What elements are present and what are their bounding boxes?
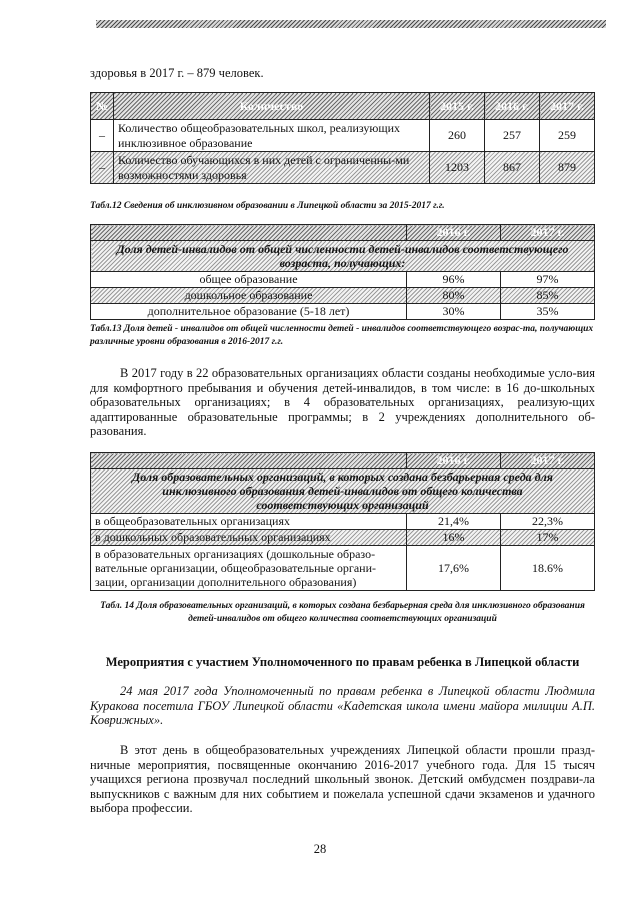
row-num: –: [91, 152, 114, 184]
lead-text: здоровья в 2017 г. – 879 человек.: [90, 66, 264, 80]
table-row: [91, 304, 595, 320]
value-2015: 1203: [430, 152, 485, 184]
row-label: общее образование: [91, 272, 407, 288]
table-row: [91, 120, 595, 152]
value-2015: 260: [430, 120, 485, 152]
table-row: [91, 514, 595, 530]
col-quantity: Количество: [114, 93, 430, 120]
value-2017: 97%: [501, 272, 595, 288]
paragraph-1: В 2017 году в 22 образовательных организациях области созданы необходимые усло-вия для комфортного пребывания и обучения детей-инвалидов, в том числе: в 16 до-школьных образовательных организациях; в 4 образовательных организациях, реализую-щих адаптированные образовательные программы; в 2 учреждениях дополнительного об-разования.: [90, 366, 595, 438]
table-row: [91, 288, 595, 304]
col-2015: 2015 г.: [430, 93, 485, 120]
year-2016: 2016 г.: [407, 453, 501, 469]
value-2016: 30%: [407, 304, 501, 320]
table-13-caption: Табл.13 Доля детей - инвалидов от общей численности детей - инвалидов соответствующего возрас-та, получающих различные уровни образования в 2016-2017 г.г.: [90, 324, 594, 347]
table-14-year-header: [91, 453, 595, 469]
table-14-caption: Табл. 14 Доля образовательных организаций, в которых создана безбарьерная среда для инклюзивного образования детей-инвалидов от общего количества соответствующих организаций: [100, 601, 585, 624]
table-row: [91, 530, 595, 546]
row-label: Количество общеобразовательных школ, реализующих инклюзивное образование: [114, 120, 430, 152]
table-row: [91, 272, 595, 288]
paragraph-3: В этот день в общеобразовательных учреждениях Липецкой области прошли празд-ничные мероприятия, посвященные окончанию 2016-2017 учебного года. Для 15 тысяч учащихся региона прозвучал последний школьный звонок. Детский омбудсмен поздрави-ла выпускников с важным для них событием и пожелала успешной сдачи экзаменов и удачного выбора профессии.: [90, 743, 595, 815]
value-2017: 879: [540, 152, 595, 184]
value-2017: 259: [540, 120, 595, 152]
row-label: дополнительное образование (5-18 лет): [91, 304, 407, 320]
value-2017: 35%: [501, 304, 595, 320]
table-row: [91, 152, 595, 184]
table-row: [91, 546, 595, 591]
value-2017: 85%: [501, 288, 595, 304]
table-13-year-header: [91, 225, 595, 241]
paragraph-2: 24 мая 2017 года Уполномоченный по правам ребенка в Липецкой области Людмила Куракова посетила ГБОУ Липецкой области «Кадетская школа имени майора милиции А.П. Коврижных».: [90, 684, 595, 727]
value-2016: 17,6%: [407, 546, 501, 591]
row-label: в дошкольных образовательных организациях: [91, 530, 407, 546]
table-13-title: Доля детей-инвалидов от общей численности детей-инвалидов соответствующего возраста, получающих:: [91, 241, 595, 272]
section-heading: Мероприятия с участием Уполномоченного по правам ребенка в Липецкой области: [105, 655, 580, 669]
value-2017: 22,3%: [501, 514, 595, 530]
table-12-caption: Табл.12 Сведения об инклюзивном образовании в Липецкой области за 2015-2017 г.г.: [90, 201, 445, 211]
page-number: 28: [313, 842, 327, 856]
row-num: –: [91, 120, 114, 152]
col-num: №: [91, 93, 114, 120]
year-2017: 2017 г.: [501, 453, 595, 469]
table-12: [90, 92, 595, 184]
value-2016: 80%: [407, 288, 501, 304]
value-2016: 16%: [407, 530, 501, 546]
value-2016: 867: [485, 152, 540, 184]
row-label: в образовательных организациях (дошкольные образо-вательные организации, общеобразовательные органи-зации, организации дополнительного образования): [91, 546, 407, 591]
value-2016: 96%: [407, 272, 501, 288]
row-label: Количество обучающихся в них детей с ограниченны-ми возможностями здоровья: [114, 152, 430, 184]
table-13: [90, 224, 595, 320]
col-2016: 2016 г.: [485, 93, 540, 120]
table-14-title-row: [91, 469, 595, 514]
table-14: [90, 452, 595, 591]
row-label: в общеобразовательных организациях: [91, 514, 407, 530]
year-2016: 2016 г.: [407, 225, 501, 241]
col-2017: 2017 г.: [540, 93, 595, 120]
year-2017: 2017 г.: [501, 225, 595, 241]
table-14-title: Доля образовательных организаций, в которых создана безбарьерная среда для инклюзивного образования детей-инвалидов от общего количества соответствующих организаций: [91, 469, 595, 514]
value-2017: 18.6%: [501, 546, 595, 591]
table-12-header: [91, 93, 595, 120]
value-2017: 17%: [501, 530, 595, 546]
value-2016: 21,4%: [407, 514, 501, 530]
header-decorative-rule: [96, 20, 606, 28]
row-label: дошкольное образование: [91, 288, 407, 304]
table-13-title-row: [91, 241, 595, 272]
value-2016: 257: [485, 120, 540, 152]
